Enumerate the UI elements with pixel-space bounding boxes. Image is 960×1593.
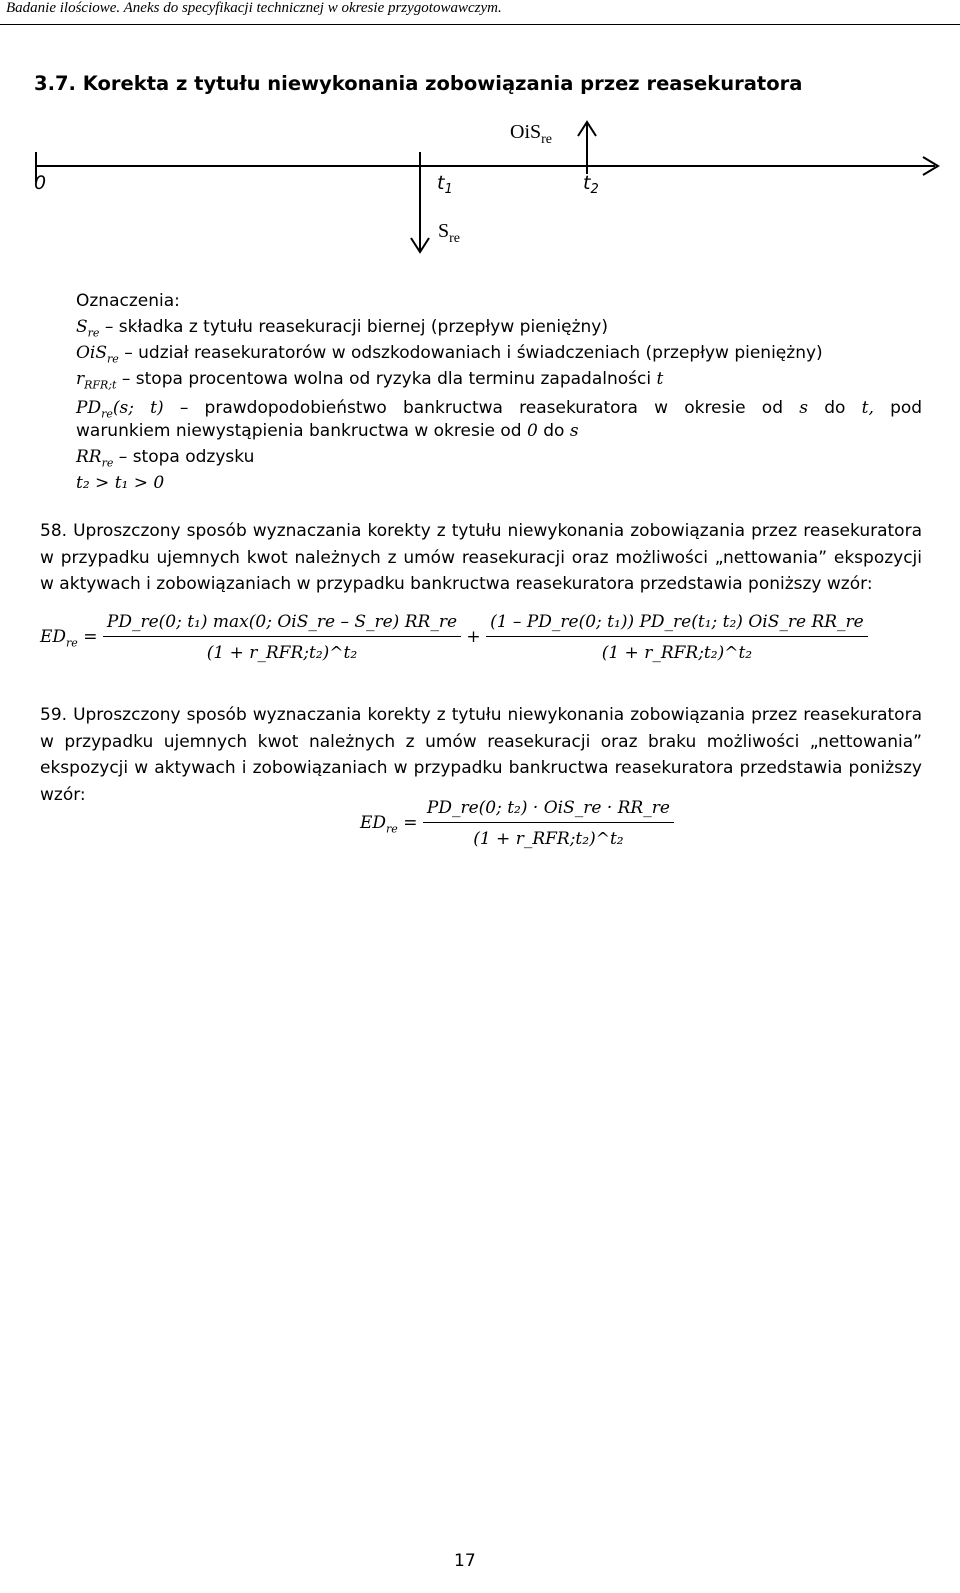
legend-text: – udział reasekuratorów w odszkodowaniach i świadczeniach (przepływ pieniężny) <box>124 343 823 363</box>
legend-symbol: $RR_{re}$ <box>76 447 114 470</box>
paragraph-number: 58. <box>40 521 68 541</box>
timeline-label-t2: $t_2$ <box>583 172 599 197</box>
fraction-1-numerator: PD_re(0; t₁) max(0; OiS_re – S_re) RR_re <box>103 612 461 637</box>
legend-symbol: $PD_{re}(s$; t) <box>76 398 164 421</box>
legend-item-time-order: t₂ > t₁ > 0 <box>76 473 165 493</box>
formula-equals: = <box>403 813 418 833</box>
legend-item-claims-share <box>76 343 823 365</box>
fraction-2-denominator: (1 + r_RFR;t₂)^t₂ <box>601 643 753 663</box>
running-header: Badanie ilościowe. Aneks do specyfikacji technicznej w okresie przygotowawczym. <box>6 0 502 16</box>
formula-58 <box>40 612 868 663</box>
fraction-3-numerator: PD_re(0; t₂) · OiS_re · RR_re <box>423 798 674 823</box>
inflow-label: OiS$_{re}$ <box>510 121 553 147</box>
cashflow-timeline <box>0 110 960 270</box>
legend-text: – składka z tytułu reasekuracji biernej (przepływ pieniężny) <box>104 317 608 337</box>
legend-text: – stopa odzysku <box>118 447 255 467</box>
legend-item-default-prob: $PD_{re}(s$; t) – prawdopodobieństwo bankructwa reasekuratora w okresie od s do t, pod <box>76 398 923 421</box>
paragraph-text: Uproszczony sposób wyznaczania korekty z tytułu niewykonania zobowiązania przez reasekuratora w przypadku ujemnych kwot należnych z umów reasekuracji oraz braku możliwości „nettowania” ekspozycji w aktywach i zobowiązaniach w przypadku bankructwa reasekuratora przedstawia poniższy wzór: <box>40 705 922 805</box>
fraction-3 <box>423 798 674 849</box>
section-title: 3.7. Korekta z tytułu niewykonania zobowiązania przez reasekuratora <box>34 72 803 95</box>
timeline-label-0: 0 <box>34 172 47 194</box>
legend-item-default-prob-cont: warunkiem niewystąpienia bankructwa w okresie od 0 do s <box>76 421 579 441</box>
legend-item-risk-free-rate <box>76 369 663 391</box>
formula-plus: + <box>466 627 481 647</box>
paragraph-text: Uproszczony sposób wyznaczania korekty z tytułu niewykonania zobowiązania przez reasekuratora w przypadku ujemnych kwot należnych z umów reasekuracji oraz możliwości „nettowania” ekspozycji w aktywach i zobowiązaniach w przypadku bankructwa reasekuratora przedstawia poniższy wzór: <box>40 521 922 594</box>
legend-symbol: OiS$_{re}$ <box>76 343 119 366</box>
paragraph-59 <box>40 702 922 808</box>
formula-59 <box>360 798 674 849</box>
legend-text: – stopa procentowa wolna od ryzyka dla terminu zapadalności <box>121 369 652 389</box>
page-number: 17 <box>454 1551 476 1571</box>
fraction-3-denominator: (1 + r_RFR;t₂)^t₂ <box>473 829 624 849</box>
outflow-label: $S_{re}$ <box>438 220 461 246</box>
formula-lhs: $ED_{re}$ <box>360 813 398 836</box>
paragraph-number: 59. <box>40 705 68 725</box>
header-rule <box>0 24 960 25</box>
formula-lhs: $ED_{re}$ <box>40 627 78 650</box>
fraction-2 <box>486 612 868 663</box>
fraction-2-numerator: (1 – PD_re(0; t₁)) PD_re(t₁; t₂) OiS_re RR_re <box>486 612 868 637</box>
timeline-label-t1: $t_1$ <box>437 172 453 197</box>
legend-symbol: $S_{re}$ <box>76 317 100 340</box>
legend-symbol-t: t <box>656 369 664 389</box>
fraction-1 <box>103 612 461 663</box>
legend-heading: Oznaczenia: <box>76 291 180 311</box>
paragraph-58 <box>40 518 922 598</box>
legend-item-premium <box>76 317 608 339</box>
legend-symbol: $r_{RFR;t}$ <box>76 369 117 392</box>
legend-item-recovery-rate <box>76 447 254 469</box>
fraction-1-denominator: (1 + r_RFR;t₂)^t₂ <box>206 643 358 663</box>
formula-equals: = <box>83 627 98 647</box>
